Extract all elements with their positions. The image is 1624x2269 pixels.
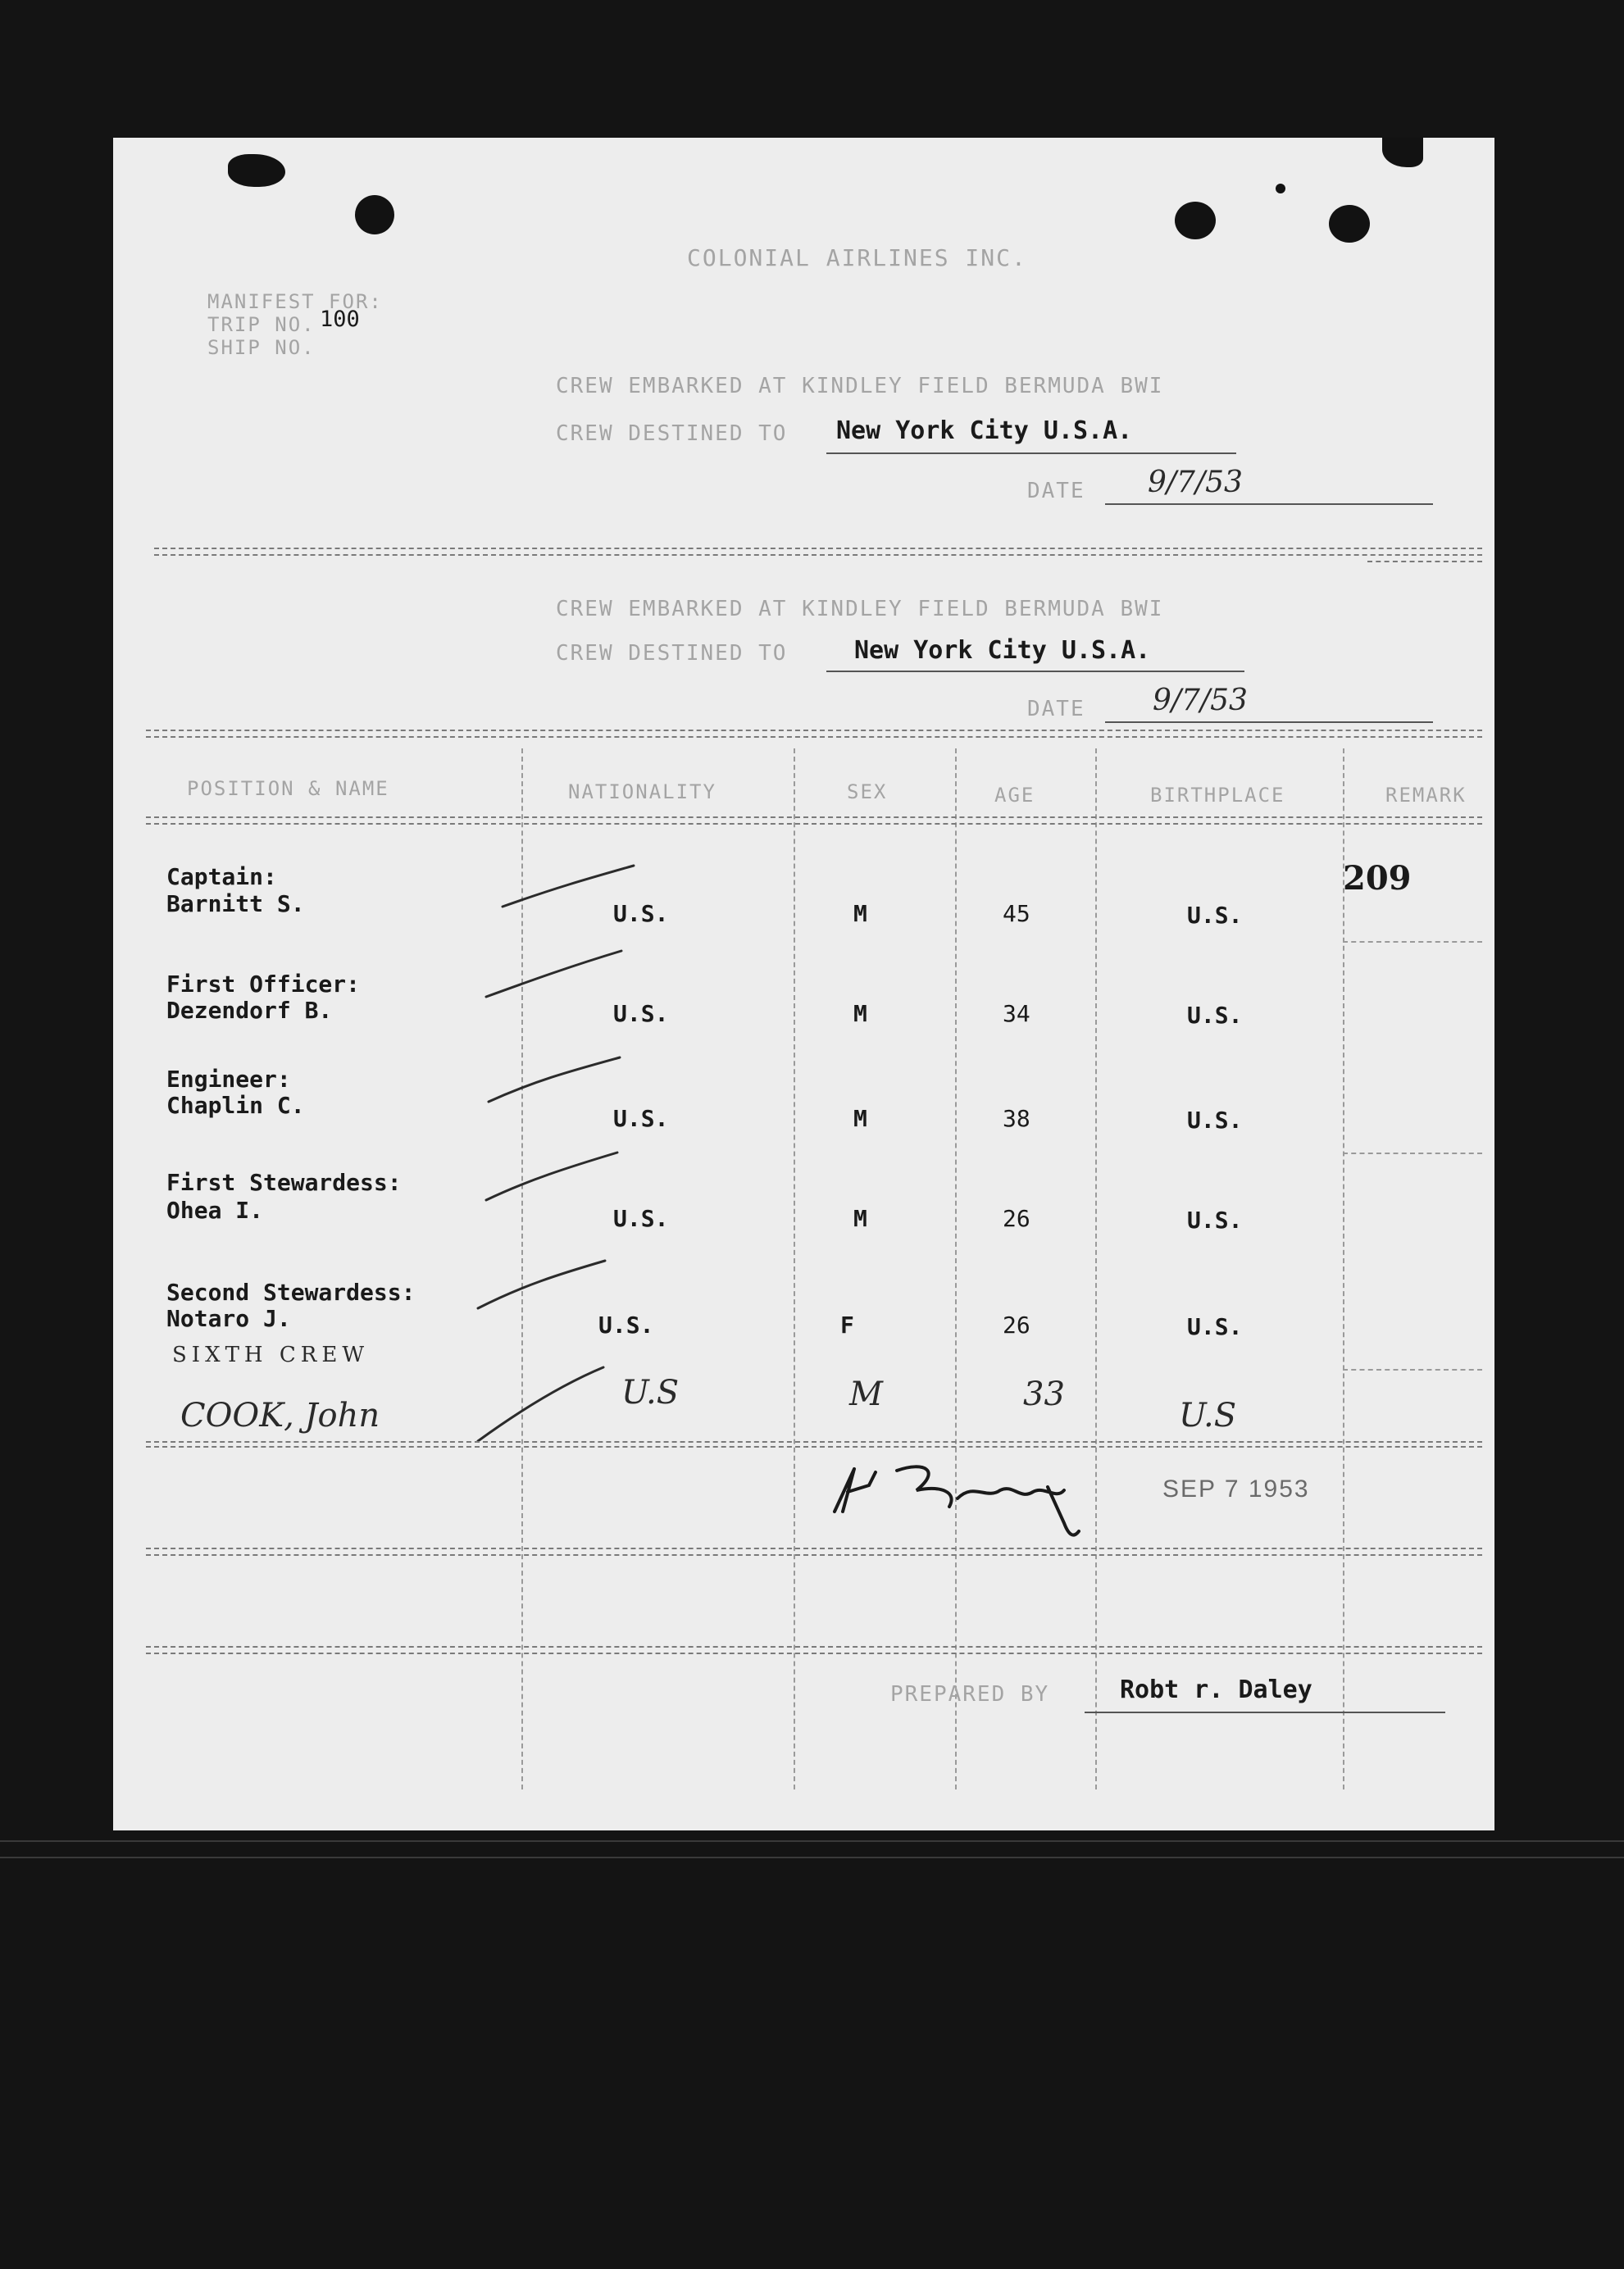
trip-no-label: TRIP NO.	[207, 313, 316, 336]
check-mark	[478, 1261, 605, 1308]
row-nationality: U.S.	[613, 900, 669, 927]
check-mark	[486, 951, 621, 997]
row-birthplace: U.S.	[1187, 1313, 1243, 1340]
row-name: Chaplin C.	[166, 1092, 305, 1119]
destined-value-1: New York City U.S.A.	[836, 416, 1133, 445]
row-position: Second Stewardess:	[166, 1279, 416, 1306]
row-nationality: U.S.	[613, 1105, 669, 1132]
trip-no-value: 100	[320, 307, 360, 332]
row-birthplace: U.S.	[1187, 1002, 1243, 1029]
row-nationality: U.S.	[598, 1312, 654, 1339]
row-position: Captain:	[166, 863, 277, 890]
ship-no-label: SHIP NO.	[207, 336, 316, 359]
row-birthplace: U.S.	[1187, 1107, 1243, 1134]
row-name: Dezendorf B.	[166, 997, 333, 1024]
row-sex: M	[853, 1000, 867, 1027]
manifest-for-label: MANIFEST FOR:	[207, 290, 383, 313]
col-sex: SEX	[847, 780, 888, 803]
date-label-1: DATE	[1027, 479, 1085, 503]
row-birthplace: U.S.	[1187, 1207, 1243, 1234]
row-nationality: U.S.	[613, 1000, 669, 1027]
handwritten-sex: M	[849, 1375, 883, 1413]
manifest-document	[113, 138, 1494, 1830]
date-value-2: 9/7/53	[1153, 684, 1248, 717]
prepared-by-value: Robt r. Daley	[1120, 1676, 1312, 1704]
handwritten-name: COOK, John	[180, 1397, 380, 1435]
check-mark	[486, 1153, 617, 1200]
row-nationality: U.S.	[613, 1205, 669, 1232]
check-marks	[113, 138, 1494, 1830]
check-mark	[489, 1057, 620, 1102]
embarked-1: CREW EMBARKED AT KINDLEY FIELD BERMUDA BWI	[556, 374, 1164, 398]
remark-number: 209	[1343, 859, 1412, 898]
handwritten-birthplace: U.S	[1179, 1397, 1237, 1435]
row-sex: F	[840, 1312, 854, 1339]
row-sex: M	[853, 900, 867, 927]
embarked-2: CREW EMBARKED AT KINDLEY FIELD BERMUDA BWI	[556, 597, 1164, 621]
row-name: Ohea I.	[166, 1197, 264, 1224]
destined-label-1: CREW DESTINED TO	[556, 421, 788, 446]
row-name: Barnitt S.	[166, 890, 305, 917]
row-sex: M	[853, 1105, 867, 1132]
prepared-by-label: PREPARED BY	[890, 1682, 1050, 1707]
row-age: 34	[1003, 1000, 1030, 1027]
col-remark: REMARK	[1385, 784, 1467, 807]
destined-value-2: New York City U.S.A.	[854, 636, 1151, 665]
row-position: First Stewardess:	[166, 1169, 402, 1196]
row-position: Engineer:	[166, 1066, 291, 1093]
handwritten-age: 33	[1023, 1375, 1065, 1413]
row-age: 45	[1003, 900, 1030, 927]
col-birthplace: BIRTHPLACE	[1150, 784, 1285, 807]
row-birthplace: U.S.	[1187, 902, 1243, 929]
handwritten-nationality: U.S	[621, 1374, 680, 1412]
col-position-name: POSITION & NAME	[187, 777, 389, 800]
company-name: COLONIAL AIRLINES INC.	[687, 244, 1027, 271]
col-age: AGE	[994, 784, 1035, 807]
date-label-2: DATE	[1027, 697, 1085, 721]
row-sex: M	[853, 1205, 867, 1232]
received-stamp: SEP 7 1953	[1162, 1476, 1310, 1503]
row-age: 38	[1003, 1105, 1030, 1132]
row-position: First Officer:	[166, 971, 361, 998]
check-mark	[503, 866, 634, 907]
row-name: Notaro J.	[166, 1305, 291, 1332]
handwritten-label: SIXTH CREW	[172, 1343, 370, 1367]
row-age: 26	[1003, 1205, 1030, 1232]
row-age: 26	[1003, 1312, 1030, 1339]
col-nationality: NATIONALITY	[568, 780, 716, 803]
destined-label-2: CREW DESTINED TO	[556, 641, 788, 666]
date-value-1: 9/7/53	[1148, 466, 1243, 499]
check-mark	[478, 1367, 603, 1441]
